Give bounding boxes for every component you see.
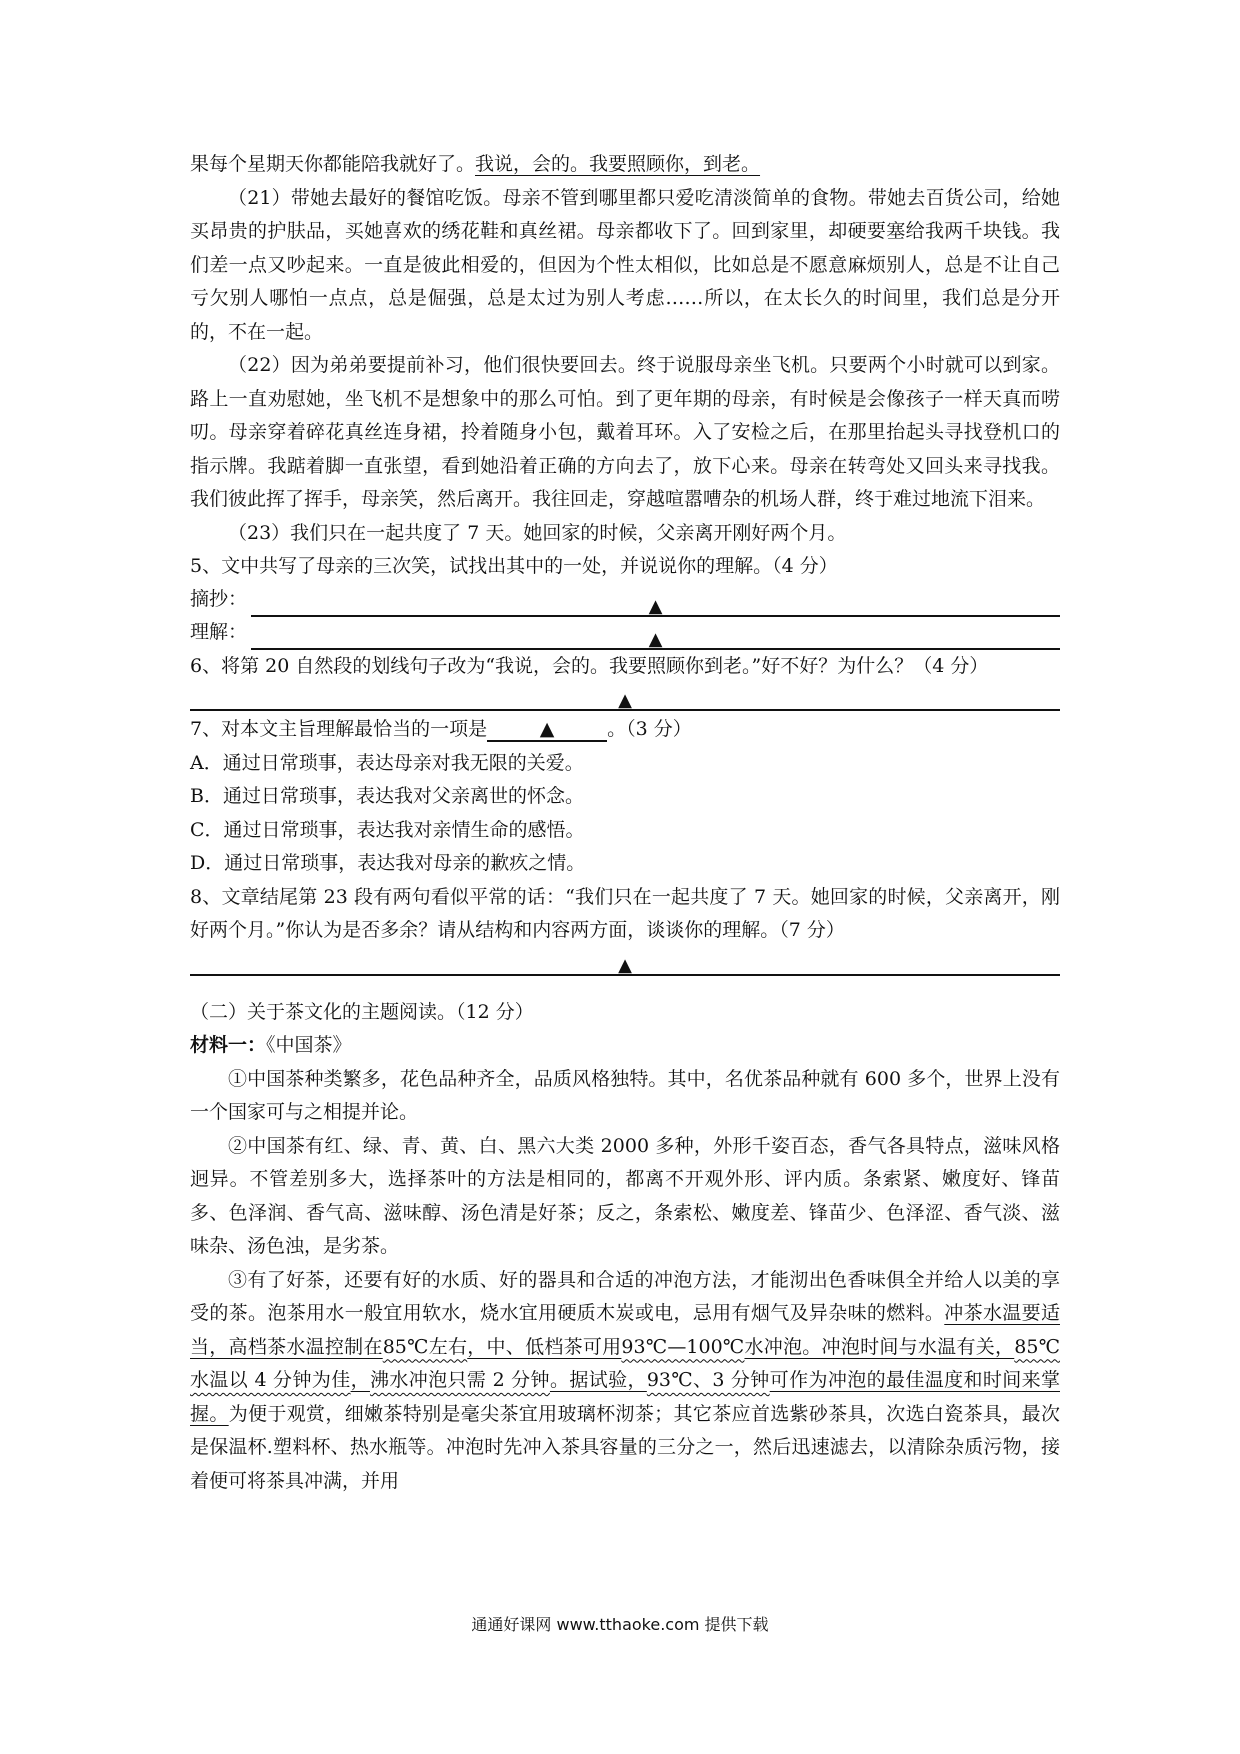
answer-marker-icon: ▲ (618, 690, 632, 711)
answer-marker-icon: ▲ (648, 628, 663, 650)
q7-option-b: B．通过日常琐事，表达我对父亲离世的怀念。 (190, 785, 584, 807)
p3-underlined-4: ， (350, 1369, 370, 1391)
section-2-heading: （二）关于茶文化的主题阅读。（12 分） (190, 1000, 534, 1023)
q5-understanding-row (190, 617, 1060, 650)
q6-answer-line[interactable] (190, 683, 1060, 711)
p3-wavy-1: 85℃左右 (382, 1335, 468, 1358)
p3-wavy-2: 93℃—100℃ (621, 1335, 745, 1358)
q7-option-a: A．通过日常琐事，表达母亲对我无限的关爱。 (190, 751, 584, 774)
p3-wavy-3: 85℃水温以 4 分钟为佳 (190, 1335, 1060, 1391)
p3-underlined-6: 可作为冲泡的最佳温度和时间来掌握。 (190, 1369, 1060, 1425)
question-5: 5、文中共写了母亲的三次笑，试找出其中的一处，并说说你的理解。（4 分） (190, 555, 838, 577)
material-paragraph-3 (190, 1264, 1060, 1499)
answer-marker-icon: ▲ (618, 954, 632, 976)
p3-underlined-1: 冲茶水温要适当，高档茶水温控制在 (190, 1302, 1060, 1358)
material-label: 材料一： (190, 1034, 267, 1056)
p3-text-a: ③有了好茶，还要有好的水质、好的器具和合适的冲泡方法，才能沏出色香味俱全并给人以美的享受的茶。泡茶用水一般宜用软水，烧水宜用硬质木炭或电，忌用有烟气及异杂味的燃料。 (190, 1268, 1060, 1324)
p3-text-b: 为便于观赏，细嫩茶特别是毫尖茶宜用玻璃杯沏茶；其它茶应首选紫砂茶具，次选白瓷茶具，最次是保温杯.塑料杯、热水瓶等。冲泡时先冲入茶具容量的三分之一，然后迅速滤去，以清除杂质污物，接着便可将茶具冲满，并用 (190, 1402, 1060, 1492)
paragraph-22: （22）因为弟弟要提前补习，他们很快要回去。终于说服母亲坐飞机。只要两个小时就可以到家。路上一直劝慰她，坐飞机不是想象中的那么可怕。到了更年期的母亲，有时候是会像孩子一样天真而唠叨。母亲穿着碎花真丝连身裙，拎着随身小包，戴着耳环。入了安检之后，在那里抬起头寻找登机口的指示牌。我踮着脚一直张望，看到她沿着正确的方向去了，放下心来。母亲在转弯处又回头来寻找我。我们彼此挥了挥手，母亲笑，然后离开。我往回走，穿越喧嚣嘈杂的机场人群，终于难过地流下泪来。 (190, 354, 1060, 510)
underlined-sentence: 我说，会的。我要照顾你，到老。 (475, 153, 761, 175)
question-7-points: 。（3 分） (607, 718, 692, 740)
q5-understanding-answer-line[interactable] (251, 624, 1060, 650)
p3-underlined-5: 。据试验， (549, 1369, 647, 1391)
q5-excerpt-row (190, 584, 1060, 617)
question-7-text: 7、对本文主旨理解最恰当的一项是 (190, 718, 488, 740)
p3-wavy-5: 93℃、3 分钟 (646, 1369, 770, 1391)
material-1-title-line (190, 1029, 1060, 1063)
paragraph-21: （21）带她去最好的餐馆吃饭。母亲不管到哪里都只爱吃清淡简单的食物。带她去百货公司，给她买昂贵的护肤品，买她喜欢的绣花鞋和真丝裙。母亲都收下了。回到家里，却硬要塞给我两千块钱。我们差一点又吵起来。一直是彼此相爱的，但因为个性太相似，比如总是不愿意麻烦别人，总是不让自己亏欠别人哪怕一点点，总是倔强，总是太过为别人考虑……所以，在太长久的时间里，我们总是分开的，不在一起。 (190, 186, 1060, 343)
section-gap (190, 976, 1060, 996)
p3-wavy-4: 沸水冲泡只需 2 分钟 (369, 1369, 550, 1391)
question-7 (190, 713, 1060, 747)
material-title: 《中国茶》 (266, 1034, 352, 1056)
question-6: 6、将第 20 自然段的划线句子改为“我说，会的。我要照顾你到老。”好不好？为什么？（4 分） (190, 654, 989, 677)
material-paragraph-2: ②中国茶有红、绿、青、黄、白、黑六大类 2000 多种，外形千姿百态，香气各具特点，滋味风格迥异。不管差别多大，选择茶叶的方法是相同的，都离不开观外形、评内质。条索紧、嫩度好、锋苗多、色泽润、香气高、滋味醇、汤色清是好茶；反之，条索松、嫩度差、锋苗少、色泽涩、香气淡、滋味杂、汤色浊，是劣茶。 (190, 1134, 1060, 1257)
q5-understanding-label: 理解： (190, 621, 248, 643)
answer-marker-icon: ▲ (648, 595, 663, 617)
q7-answer-blank[interactable]: ▲ (487, 718, 607, 742)
q5-excerpt-label: 摘抄： (190, 588, 248, 610)
paragraph-20-tail (190, 148, 1060, 182)
q7-option-c: C．通过日常琐事，表达我对亲情生命的感悟。 (190, 818, 585, 841)
page-content (190, 148, 1060, 1498)
page-footer: 通通好课网 www.tthaoke.com 提供下载 (471, 1615, 769, 1634)
material-paragraph-1: ①中国茶种类繁多，花色品种齐全，品质风格独特。其中，名优茶品种就有 600 多个，世界上没有一个国家可与之相提并论。 (190, 1067, 1060, 1123)
q8-answer-line[interactable] (190, 948, 1060, 976)
question-8: 8、文章结尾第 23 段有两句看似平常的话：“我们只在一起共度了 7 天。她回家的时候，父亲离开，刚好两个月。”你认为是否多余？请从结构和内容两方面，谈谈你的理解。（7 分） (190, 885, 1060, 941)
q7-option-d: D．通过日常琐事，表达我对母亲的歉疚之情。 (190, 852, 586, 874)
p3-underlined-3: 水冲泡。冲泡时间与水温有关， (744, 1335, 1015, 1358)
paragraph-23: （23）我们只在一起共度了 7 天。她回家的时候，父亲离开刚好两个月。 (228, 521, 847, 544)
paragraph-20-text: 果每个星期天你都能陪我就好了。 (190, 153, 476, 175)
q5-excerpt-answer-line[interactable] (251, 591, 1060, 617)
p3-underlined-2: ，中、低档茶可用 (467, 1335, 622, 1358)
